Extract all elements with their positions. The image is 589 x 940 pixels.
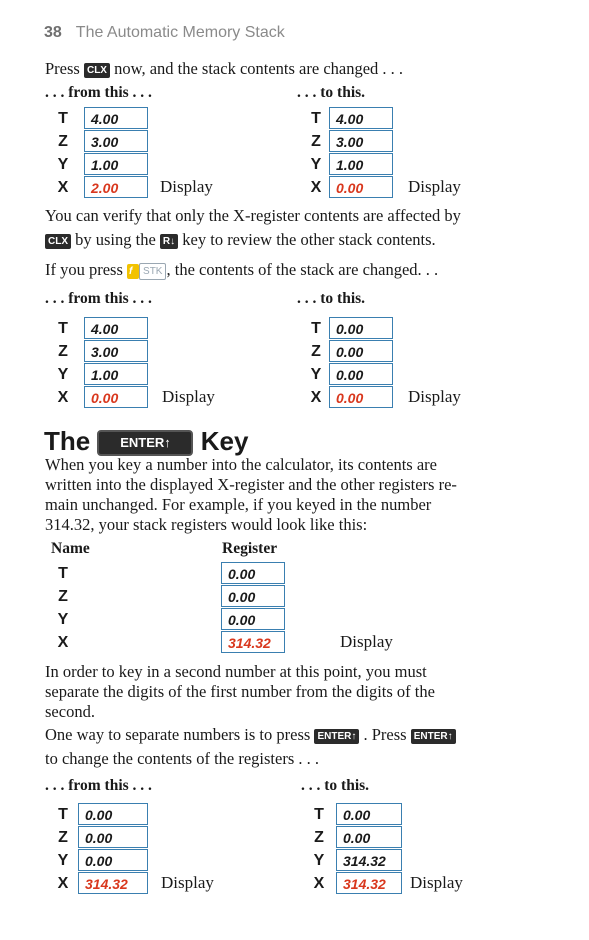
register-z: 3.00: [84, 130, 148, 152]
text-line: 314.32, your stack registers would look like this:: [45, 515, 368, 534]
register-x: 0.00: [84, 386, 148, 408]
enter-para1: [45, 455, 543, 535]
stk-key: STK: [139, 263, 166, 280]
enter-para3: [45, 725, 456, 745]
sec1-from-caption: . . . from this . . .: [45, 84, 152, 101]
para1-line1: You can verify that only the X-register contents are affected by: [45, 206, 461, 225]
f-shift-key: [127, 264, 139, 279]
clx-key: CLX: [45, 234, 71, 249]
column-name-header: Name: [51, 540, 90, 557]
heading-key: Key: [200, 426, 249, 456]
register-z: 0.00: [221, 585, 285, 607]
sec2-from-caption: . . . from this . . .: [45, 290, 152, 307]
sec2-intro-b: , the contents of the stack are changed. . .: [166, 260, 439, 279]
heading-the: The: [44, 426, 91, 456]
label-t: T: [58, 565, 68, 582]
register-t: 0.00: [336, 803, 402, 825]
label-x: X: [310, 179, 322, 196]
display-label: Display: [408, 177, 461, 196]
label-y: Y: [313, 852, 325, 869]
label-y: Y: [310, 156, 322, 173]
label-t: T: [58, 320, 68, 337]
p3-b: . Press: [363, 725, 407, 744]
text-line: written into the displayed X-register and the other registers re-: [45, 475, 457, 494]
register-y: 0.00: [78, 849, 148, 871]
label-z: Z: [311, 133, 321, 150]
label-z: Z: [314, 829, 324, 846]
text-line: In order to key in a second number at this point, you must: [45, 662, 427, 681]
register-t: 4.00: [84, 317, 148, 339]
label-t: T: [58, 110, 68, 127]
label-y: Y: [310, 366, 322, 383]
para1-line2: [45, 230, 436, 250]
label-t: T: [314, 806, 324, 823]
register-t: 0.00: [221, 562, 285, 584]
label-x: X: [57, 875, 69, 892]
register-y: 1.00: [329, 153, 393, 175]
register-t: 0.00: [329, 317, 393, 339]
sec1-intro: [45, 59, 403, 79]
para1-l2b: key to review the other stack contents.: [182, 230, 436, 249]
register-y: 314.32: [336, 849, 402, 871]
para1-l2a: by using the: [75, 230, 156, 249]
enter-key: ENTER↑: [314, 729, 359, 744]
label-z: Z: [58, 588, 68, 605]
sec2-to-caption: . . . to this.: [297, 290, 366, 307]
label-x: X: [57, 389, 69, 406]
register-z: 0.00: [78, 826, 148, 848]
sec3-to-caption: . . . to this.: [301, 777, 370, 794]
display-label: Display: [161, 873, 214, 892]
sec3-from-caption: . . . from this . . .: [45, 777, 152, 794]
label-x: X: [57, 634, 69, 651]
page-number: 38: [44, 24, 62, 41]
sec1-to-caption: . . . to this.: [297, 84, 366, 101]
register-z: 0.00: [329, 340, 393, 362]
display-label: Display: [160, 177, 213, 196]
section-heading: [44, 426, 248, 457]
display-label: Display: [162, 387, 215, 406]
label-x: X: [57, 179, 69, 196]
label-y: Y: [57, 366, 69, 383]
label-t: T: [311, 110, 321, 127]
text-line: separate the digits of the first number from the digits of the: [45, 682, 435, 701]
clx-key: CLX: [84, 63, 110, 78]
register-y: 1.00: [84, 363, 148, 385]
label-t: T: [311, 320, 321, 337]
roll-down-key: R↓: [160, 234, 178, 249]
label-x: X: [313, 875, 325, 892]
register-x: 0.00: [329, 176, 393, 198]
label-y: Y: [57, 156, 69, 173]
sec1-intro-a: Press: [45, 59, 80, 78]
label-z: Z: [58, 829, 68, 846]
register-t: 0.00: [78, 803, 148, 825]
register-y: 1.00: [84, 153, 148, 175]
sec2-intro: [45, 260, 438, 280]
display-label: Display: [410, 873, 463, 892]
enter-para4: to change the contents of the registers . . .: [45, 749, 319, 768]
register-y: 0.00: [329, 363, 393, 385]
register-t: 4.00: [329, 107, 393, 129]
text-line: main unchanged. For example, if you keyed in the number: [45, 495, 432, 514]
register-x: 314.32: [221, 631, 285, 653]
label-z: Z: [311, 343, 321, 360]
register-x: 0.00: [329, 386, 393, 408]
display-label: Display: [340, 632, 393, 651]
register-y: 0.00: [221, 608, 285, 630]
register-x: 2.00: [84, 176, 148, 198]
chapter-title: The Automatic Memory Stack: [75, 24, 285, 41]
label-t: T: [58, 806, 68, 823]
column-register-header: Register: [222, 540, 278, 557]
display-label: Display: [408, 387, 461, 406]
enter-para2: [45, 662, 543, 722]
enter-key-large: ENTER↑: [97, 430, 193, 456]
register-z: 3.00: [329, 130, 393, 152]
label-z: Z: [58, 343, 68, 360]
register-t: 4.00: [84, 107, 148, 129]
text-line: When you key a number into the calculator, its contents are: [45, 455, 437, 474]
label-y: Y: [57, 611, 69, 628]
page-header: [44, 24, 285, 42]
enter-key: ENTER↑: [411, 729, 456, 744]
label-y: Y: [57, 852, 69, 869]
label-z: Z: [58, 133, 68, 150]
sec1-intro-b: now, and the stack contents are changed . . .: [114, 59, 404, 78]
sec2-intro-a: If you press: [45, 260, 123, 279]
p3-a: One way to separate numbers is to press: [45, 725, 311, 744]
text-line: second.: [45, 702, 95, 721]
register-z: 3.00: [84, 340, 148, 362]
register-z: 0.00: [336, 826, 402, 848]
label-x: X: [310, 389, 322, 406]
register-x: 314.32: [336, 872, 402, 894]
register-x: 314.32: [78, 872, 148, 894]
